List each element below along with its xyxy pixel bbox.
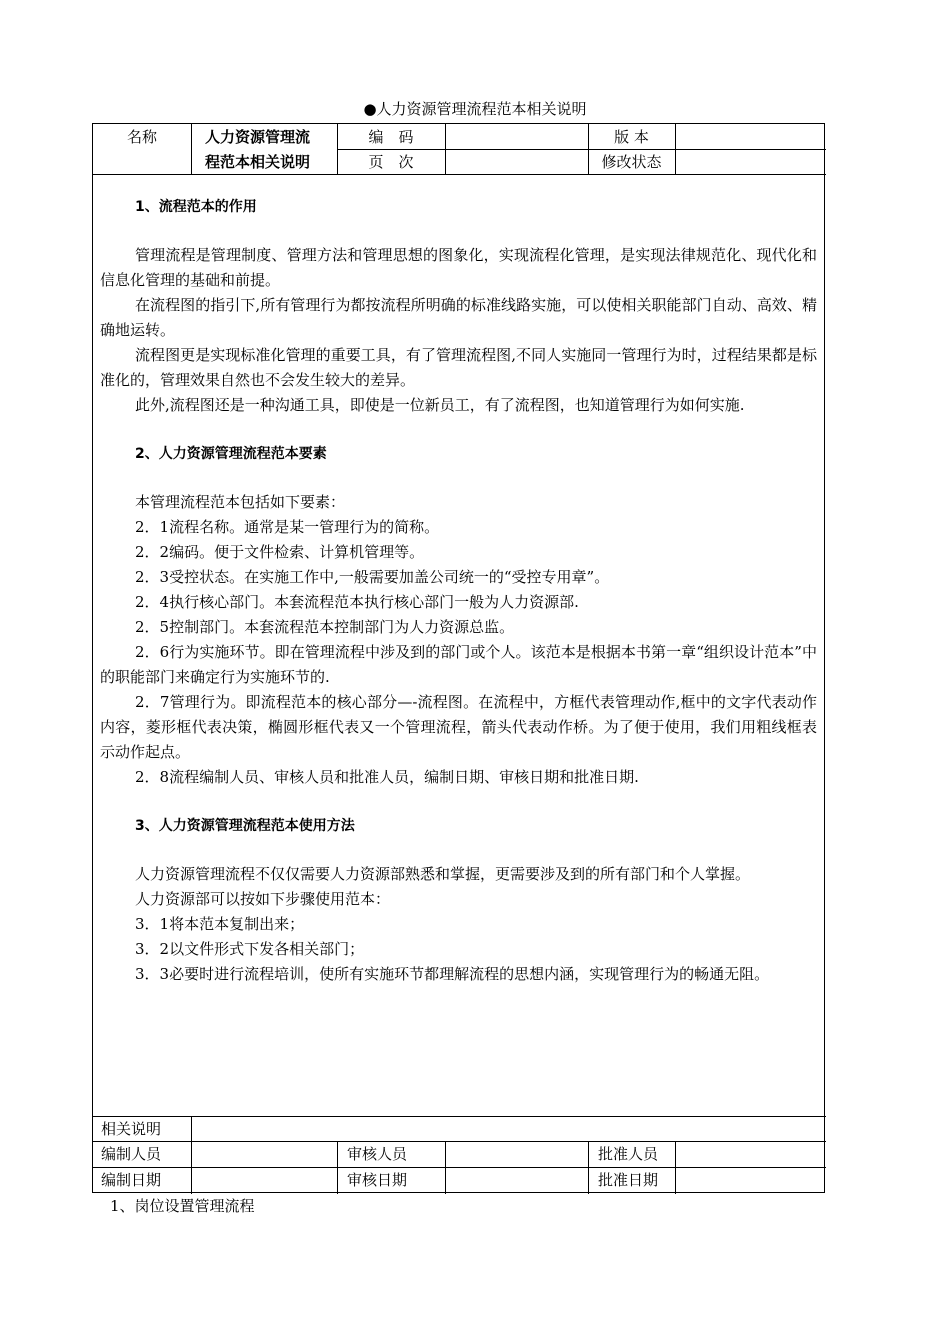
- footer-top-border: [93, 1116, 826, 1117]
- section-1-paragraph: 管理流程是管理制度、管理方法和管理思想的图象化，实现流程化管理，是实现法律规范化、现代化和信息化管理的基础和前提。: [100, 246, 817, 289]
- section-2-paragraph: 2．5控制部门。本套流程范本控制部门为人力资源总监。: [135, 618, 515, 636]
- section-2-paragraph: 2．4执行核心部门。本套流程范本执行核心部门一般为人力资源部.: [135, 593, 579, 611]
- section-1-paragraph: 流程图更是实现标准化管理的重要工具，有了管理流程图,不同人实施同一管理行为时，过程结果都是标准化的，管理效果自然也不会发生较大的差异。: [100, 346, 817, 389]
- header-col-divider-1: [191, 124, 192, 174]
- footer-row-divider-2: [93, 1167, 826, 1168]
- name-value-line1: 人力资源管理流: [205, 128, 311, 146]
- section-3-paragraph: 人力资源部可以按如下步骤使用范本：: [135, 890, 391, 908]
- section-2-paragraph: 2．3受控状态。在实施工作中,一般需要加盖公司统一的“受控专用章”。: [135, 568, 610, 586]
- name-label: 名称: [126, 128, 157, 146]
- section-1-heading: 1、流程范本的作用: [135, 199, 257, 215]
- page-label: 页 次: [368, 153, 414, 171]
- section-3-paragraph: 3．2以文件形式下发各相关部门；: [135, 940, 365, 958]
- version-label: 版 本: [614, 128, 649, 146]
- compile-date-label: 编制日期: [101, 1171, 162, 1189]
- section-2-paragraph: 2．8流程编制人员、审核人员和批准人员，编制日期、审核日期和批准日期.: [135, 768, 639, 786]
- header-bottom-border: [93, 174, 826, 175]
- document-title: ●人力资源管理流程范本相关说明: [363, 100, 587, 118]
- footer-col-divider-3: [445, 1141, 446, 1194]
- footer-row-divider-1: [93, 1141, 826, 1142]
- section-3-heading: 3、人力资源管理流程范本使用方法: [135, 818, 355, 834]
- code-label: 编 码: [368, 128, 414, 146]
- footer-col-divider-1: [191, 1116, 192, 1194]
- section-2-paragraph: 2．6行为实施环节。即在管理流程中涉及到的部门或个人。该范本是根据本书第一章“组织设计范本”中的职能部门来确定行为实施环节的.: [100, 643, 817, 686]
- section-3-paragraph: 3．3必要时进行流程培训，使所有实施环节都理解流程的思想内涵，实现管理行为的畅通无阻。: [135, 965, 770, 983]
- section-3-paragraph: 3．1将本范本复制出来；: [135, 915, 305, 933]
- section-2-paragraph: 2．1流程名称。通常是某一管理行为的简称。: [135, 518, 440, 536]
- header-col-divider-3: [445, 124, 446, 174]
- compiler-label: 编制人员: [101, 1145, 162, 1163]
- trailing-note: 1、岗位设置管理流程: [110, 1197, 255, 1215]
- section-1-paragraph: 在流程图的指引下,所有管理行为都按流程所明确的标准线路实施，可以使相关职能部门自动、高效、精确地运转。: [100, 296, 817, 339]
- footer-col-divider-5: [675, 1141, 676, 1194]
- revision-label: 修改状态: [601, 153, 662, 171]
- approve-date-label: 批准日期: [598, 1171, 659, 1189]
- name-value-line2: 程范本相关说明: [205, 153, 311, 171]
- section-2-paragraph: 本管理流程范本包括如下要素：: [135, 493, 346, 511]
- footer-col-divider-2: [337, 1141, 338, 1194]
- reviewer-label: 审核人员: [347, 1145, 408, 1163]
- section-2-paragraph: 2．7管理行为。即流程范本的核心部分—-流程图。在流程中，方框代表管理动作,框中的文字代表动作内容，菱形框代表决策，椭圆形框代表又一个管理流程，箭头代表动作桥。为了便于使用，我们用粗线框表示动作起点。: [100, 693, 817, 761]
- section-2-paragraph: 2．2编码。便于文件检索、计算机管理等。: [135, 543, 425, 561]
- related-label: 相关说明: [101, 1120, 162, 1138]
- section-1-paragraph: 此外,流程图还是一种沟通工具，即使是一位新员工，有了流程图，也知道管理行为如何实施.: [135, 396, 745, 414]
- section-2-heading: 2、人力资源管理流程范本要素: [135, 446, 327, 462]
- body-content: [100, 195, 817, 987]
- approver-label: 批准人员: [598, 1145, 659, 1163]
- section-3-paragraph: 人力资源管理流程不仅仅需要人力资源部熟悉和掌握，更需要涉及到的所有部门和个人掌握。: [135, 865, 751, 883]
- review-date-label: 审核日期: [347, 1171, 408, 1189]
- footer-col-divider-4: [588, 1141, 589, 1194]
- header-col-divider-5: [675, 124, 676, 174]
